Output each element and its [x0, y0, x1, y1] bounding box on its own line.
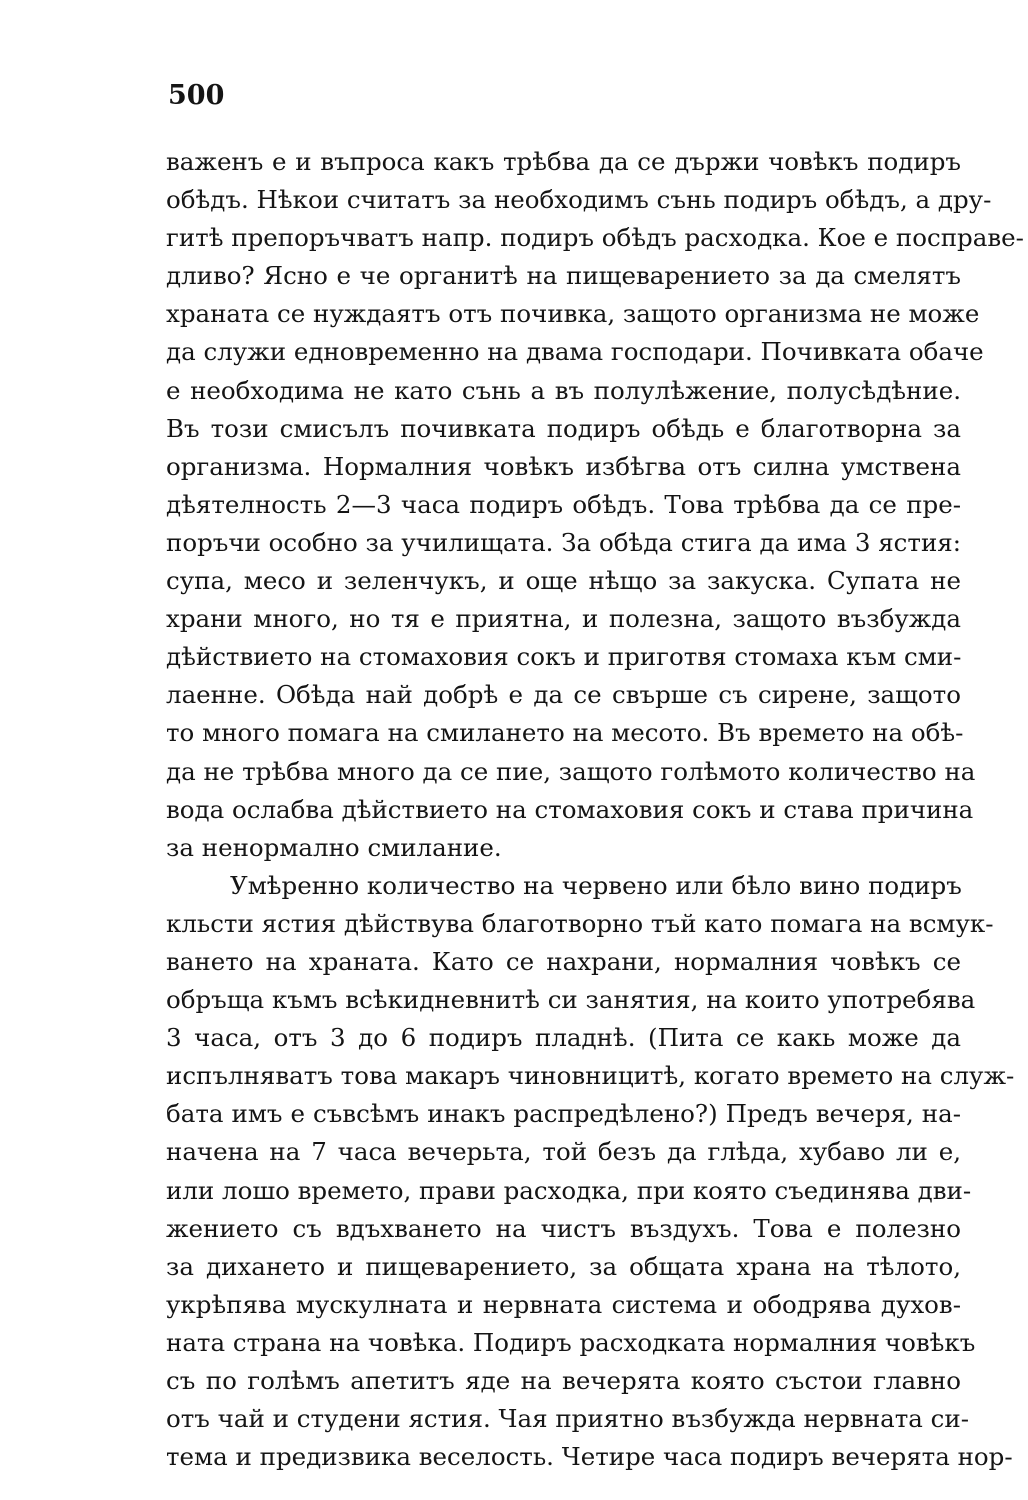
text-line: ната страна на човѣка. Подиръ расходката нормалния човѣкъ [166, 1327, 976, 1357]
text-line: лаенне. Обѣда най добрѣ е да се свърше съ сирене, защото [166, 680, 961, 710]
text-line: за дихането и пищеварението, за общата храна на тѣлото, [166, 1251, 961, 1281]
text-line: дѣятелность 2—3 часа подиръ обѣдъ. Това трѣбва да се пре- [166, 489, 961, 519]
text-line: важенъ е и въпроса какъ трѣбва да се държи човѣкъ подиръ [166, 147, 961, 176]
text-line: да не трѣбва много да се пие, защото голѣмото количество на [166, 756, 976, 786]
text-line: дѣйствието на стомаховия сокъ и приготвя стомаха към сми- [166, 642, 962, 672]
text-line: бата имъ е съвсѣмъ инакъ распредѣлено?) Предъ вечеря, на- [166, 1099, 961, 1129]
text-line: тема и предизвика веселость. Четире часа подиръ вечерята нор- [166, 1442, 1013, 1472]
text-line: храната се нуждаятъ отъ почивка, защото организма не може [166, 299, 980, 329]
text-line: за ненормално смилание. [166, 832, 502, 862]
text-line: начена на 7 часа вечерьта, той безъ да глѣда, хубаво ли е, [166, 1137, 961, 1167]
text-line: поръчи особно за училищата. За обѣда стига да има 3 ястия: [166, 527, 961, 557]
text-line: Умѣренно количество на червено или бѣло вино подиръ [230, 870, 962, 900]
text-line: обръща къмъ всѣкидневнитѣ си занятия, на които употребява [166, 985, 976, 1015]
text-line: жението съ вдъхването на чистъ въздухъ. Това е полезно [166, 1213, 961, 1243]
text-line: кльсти ястия дѣйствува благотворно тъй като помага на всмук- [166, 908, 994, 938]
text-line: испълняватъ това макаръ чиновницитѣ, когато времето на служ- [166, 1061, 1015, 1091]
text-line: дливо? Ясно е че органитѣ на пищеварението за да смелятъ [166, 261, 961, 291]
text-line: да служи едновременно на двама господари. Почивката обаче [166, 337, 984, 367]
body-text [166, 143, 1024, 1476]
text-line: обѣдъ. Нѣкои считатъ за необходимъ сънь подиръ обѣдъ, а дру- [166, 185, 992, 215]
text-line: укрѣпява мускулната и нервната система и ободрява духов- [166, 1289, 961, 1319]
text-line: храни много, но тя е приятна, и полезна, защото възбужда [166, 604, 961, 634]
text-line: то много помага на смилането на месото. Въ времето на обѣ- [166, 718, 964, 748]
paragraph [166, 143, 1024, 867]
text-line: отъ чай и студени ястия. Чая приятно възбужда нервната си- [166, 1404, 969, 1434]
paragraph [166, 867, 1015, 1477]
text-line: вода ослабва дѣйствието на стомаховия сокъ и става причина [166, 794, 974, 824]
text-line: гитѣ препоръчватъ напр. подиръ обѣдъ расходка. Кое е посправе- [166, 223, 1024, 253]
text-line: супа, месо и зеленчукъ, и още нѣщо за закуска. Супата не [166, 566, 961, 596]
text-line: или лошо времето, прави расходка, при която съединява дви- [166, 1175, 972, 1205]
text-line: организма. Нормалния човѣкъ избѣгва отъ силна умствена [166, 451, 961, 481]
text-line: 3 часа, отъ 3 до 6 подиръ пладнѣ. (Пита се какь може да [166, 1023, 961, 1053]
text-line: съ по голѣмъ апетитъ яде на вечерята която състои главно [166, 1366, 961, 1395]
text-line: Въ този смисълъ почивката подиръ обѣдь е благотворна за [166, 413, 961, 443]
text-line: е необходима не като сънь а въ полулѣжение, полусѣдѣние. [166, 375, 961, 405]
page-number: 500 [168, 80, 225, 111]
text-line: ването на храната. Като се нахрани, нормалния човѣкъ се [166, 946, 961, 976]
